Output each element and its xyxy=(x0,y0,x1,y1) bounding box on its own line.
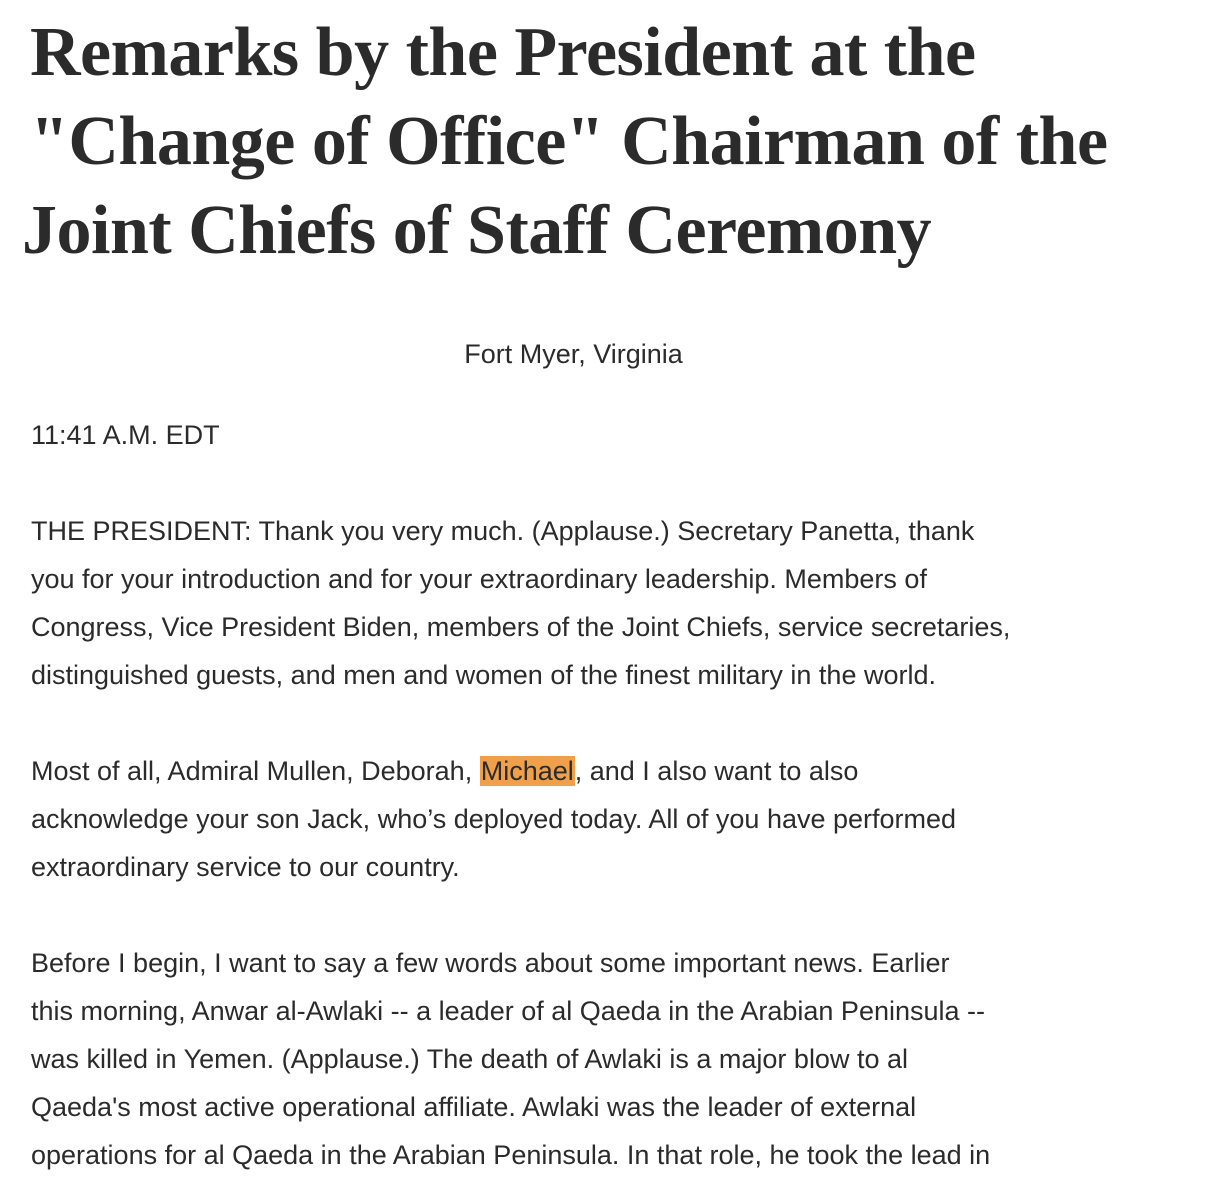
text-segment: Most of all, Admiral Mullen, Deborah, xyxy=(31,756,480,786)
title-line-1: Remarks by the President at the xyxy=(30,14,976,91)
paragraph-line: Qaeda's most active operational affiliate. Awlaki was the leader of external xyxy=(31,1092,917,1122)
paragraph-line: acknowledge your son Jack, who’s deployed today. All of you have performed xyxy=(31,804,957,834)
paragraph-line: extraordinary service to our country. xyxy=(31,852,460,882)
paragraph-line: this morning, Anwar al-Awlaki -- a leader of al Qaeda in the Arabian Peninsula -- xyxy=(31,996,986,1026)
dateline-time: 11:41 A.M. EDT xyxy=(31,420,220,450)
highlighted-search-match[interactable]: Michael xyxy=(480,756,574,786)
page-title xyxy=(22,8,1182,275)
paragraph-line: you for your introduction and for your extraordinary leadership. Members of xyxy=(31,564,927,594)
title-line-3: Joint Chiefs of Staff Ceremony xyxy=(22,192,932,269)
paragraph-line xyxy=(31,747,1191,795)
text-segment: , and I also want to also xyxy=(574,756,859,786)
paragraph-1 xyxy=(31,507,1191,699)
paragraph-line: was killed in Yemen. (Applause.) The death of Awlaki is a major blow to al xyxy=(31,1044,908,1074)
paragraph-line: THE PRESIDENT: Thank you very much. (Applause.) Secretary Panetta, thank xyxy=(31,516,975,546)
paragraph-line: distinguished guests, and men and women of the finest military in the world. xyxy=(31,660,936,690)
paragraph-line: Before I begin, I want to say a few words about some important news. Earlier xyxy=(31,948,950,978)
paragraph-2 xyxy=(31,747,1191,891)
paragraph-line: operations for al Qaeda in the Arabian Peninsula. In that role, he took the lead in xyxy=(31,1140,991,1170)
dateline-location: Fort Myer, Virginia xyxy=(464,339,683,369)
title-line-2: "Change of Office" Chairman of the xyxy=(30,103,1108,180)
paragraph-3 xyxy=(31,939,1191,1179)
paragraph-line: Congress, Vice President Biden, members of the Joint Chiefs, service secretaries, xyxy=(31,612,1011,642)
